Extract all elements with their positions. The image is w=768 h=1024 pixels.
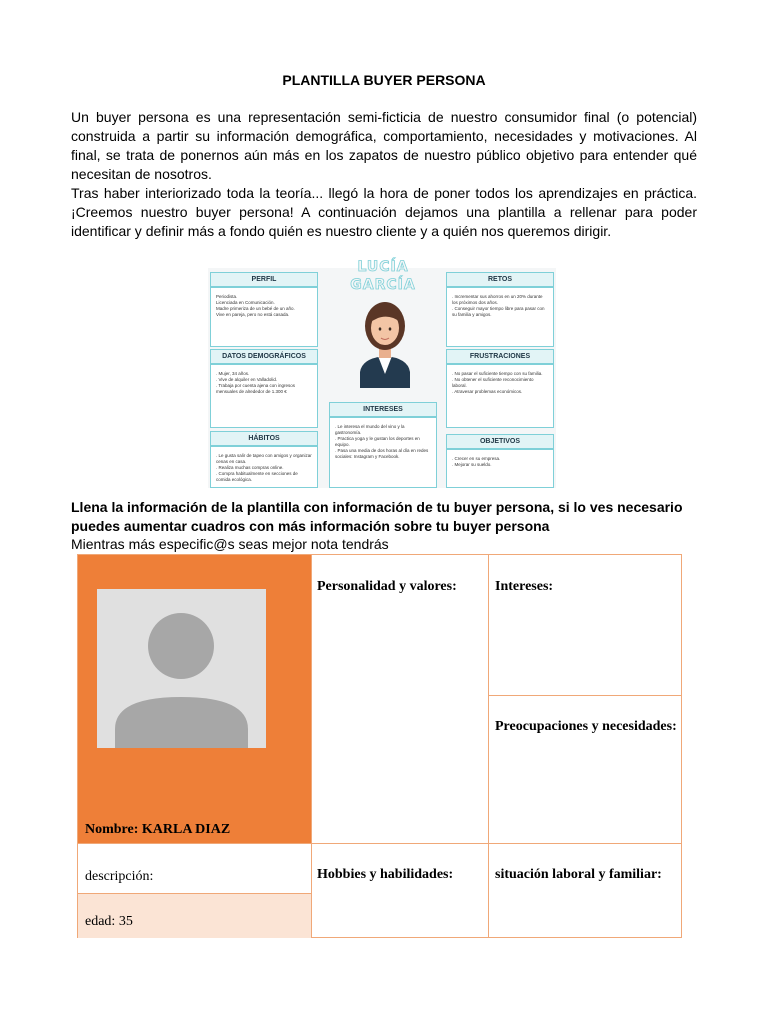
hobbies-label: Hobbies y habilidades:	[317, 867, 454, 882]
photo-panel	[78, 555, 311, 843]
intro-paragraph-2: Tras haber interiorizado toda la teoría... llegó la hora de poner todos los aprendizajes en práctica. ¡Creemos nuestro buyer persona! A continuación dejamos una plantilla a rellenar para poder identificar y definir más a fondo quién es nuestro cliente y a quién nos queremos dirigir.	[71, 185, 697, 239]
instruction-text: Llena la información de la plantilla con información de tu buyer persona, si lo ves necesario puedes aumentar cuadros con más información sobre tu buyer persona	[71, 499, 683, 534]
edad-label: edad: 35	[85, 914, 133, 929]
page-title: PLANTILLA BUYER PERSONA	[282, 72, 486, 88]
personalidad-label: Personalidad y valores:	[317, 579, 457, 594]
datos-box: . Mujer, 34 años. . Vive de alquiler en Valladolid. . Trabaja por cuenta ajena con ingresos mensuales de alrededor de 1.300 €	[210, 364, 318, 428]
situacion-label: situación laboral y familiar:	[495, 867, 662, 882]
retos-heading: RETOS	[446, 272, 554, 287]
datos-heading: DATOS DEMOGRÁFICOS	[210, 349, 318, 364]
preocupaciones-label: Preocupaciones y necesidades:	[495, 719, 677, 734]
persona-name: LUCÍA GARCÍA	[350, 259, 416, 293]
intereses-heading: INTERESES	[329, 402, 437, 417]
example-persona-image	[208, 259, 556, 488]
table-divider	[78, 893, 311, 894]
note-text: Mientras más especific@s seas mejor nota tendrás	[71, 536, 389, 552]
frustraciones-box: . No pasar el suficiente tiempo con su familia. . No obtener el suficiente reconocimiento laboral. . Atravesar problemas económicos.	[446, 364, 554, 428]
intro-paragraph-1: Un buyer persona es una representación semi-ficticia de nuestro consumidor final (o potencial) construida a partir su información demográfica, comportamiento, necesidades y motivaciones. Al final, se trata de ponernos aún más en los zapatos de nuestro público objetivo para entender qué necesitan de nosotros.	[71, 109, 697, 182]
persona-table	[77, 554, 682, 938]
perfil-heading: PERFIL	[210, 272, 318, 287]
table-divider	[488, 695, 682, 696]
descripcion-label: descripción:	[85, 869, 154, 884]
habitos-heading: HÁBITOS	[210, 431, 318, 446]
nombre-label: Nombre: KARLA DIAZ	[85, 822, 231, 837]
objetivos-heading: OBJETIVOS	[446, 434, 554, 449]
table-divider	[488, 555, 489, 938]
woman-avatar-icon	[350, 296, 420, 388]
edad-cell	[78, 893, 311, 938]
frustraciones-heading: FRUSTRACIONES	[446, 349, 554, 364]
habitos-box: . Le gusta salir de tapeo con amigos y organizar cenas en casa. . Realiza muchas compras online. . Compra habitualmente en secciones de comida ecológica.	[210, 446, 318, 488]
perfil-box: Periodista. Licenciada en Comunicación. Madre primeriza de un bebé de un año. Vive en pareja, pero no está casada.	[210, 287, 318, 347]
retos-box: . Incrementar sus ahorros en un 20% durante los próximos dos años. . Conseguir mayor tiempo libre para pasar con su familia y amigos.	[446, 287, 554, 347]
intereses-box: . Le interesa el mundo del vino y la gastronomía. . Practica yoga y le gustan los deportes en equipo. . Pasa una media de dos horas al día en redes sociales: Instagram y Facebook.	[329, 417, 437, 488]
profile-placeholder	[97, 589, 266, 748]
intereses-label: Intereses:	[495, 579, 554, 594]
table-divider	[78, 843, 682, 844]
table-divider	[311, 555, 312, 938]
user-avatar-icon	[97, 589, 266, 748]
intro-text	[71, 108, 697, 241]
objetivos-box: . Crecer en su empresa. . Mejorar su sueldo.	[446, 449, 554, 488]
